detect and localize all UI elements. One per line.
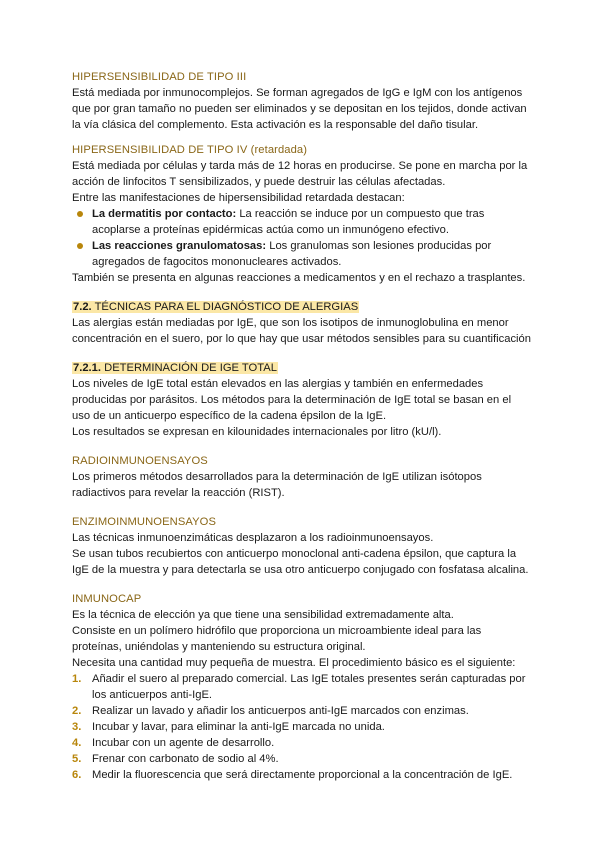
list-item-text: Incubar y lavar, para eliminar la anti-IgE marcada no unida. (92, 721, 385, 733)
paragraph: También se presenta en algunas reacciones a medicamentos y en el rechazo a trasplantes. (72, 272, 526, 284)
list-item (72, 238, 532, 270)
section-tipo-iii (72, 69, 532, 133)
section-heading (72, 299, 532, 315)
list-item (72, 206, 532, 238)
section-heading (72, 360, 532, 376)
section-heading: HIPERSENSIBILIDAD DE TIPO IV (retardada) (72, 144, 308, 156)
list-item-text: Los granulomas son lesiones producidas por agregados de fagocitos mononucleares activados. (92, 240, 492, 268)
section-ige-total (72, 360, 532, 440)
list-item-text: Frenar con carbonato de sodio al 4%. (92, 753, 279, 765)
section-heading: INMUNOCAP (72, 593, 142, 605)
heading-number: 7.2.1. (73, 362, 101, 374)
section-inmunocap (72, 591, 532, 783)
paragraph: Necesita una cantidad muy pequeña de muestra. El procedimiento básico es el siguiente: (72, 657, 516, 669)
list-item (72, 735, 532, 751)
document-page (72, 69, 532, 792)
list-item-term: Las reacciones granulomatosas: (92, 240, 267, 252)
section-heading: HIPERSENSIBILIDAD DE TIPO III (72, 71, 247, 83)
list-item-term: La dermatitis por contacto: (92, 208, 237, 220)
section-tipo-iv (72, 142, 532, 286)
paragraph: Es la técnica de elección ya que tiene una sensibilidad extremadamente alta. (72, 609, 454, 621)
list-item-number: 2. (72, 705, 82, 717)
paragraph: Los primeros métodos desarrollados para la determinación de IgE utilizan isótopos radiactivos para revelar la reacción (RIST). (72, 471, 482, 499)
paragraph: Consiste en un polímero hidrófilo que proporciona un microambiente ideal para las proteínas, uniéndolas y manteniendo su estructura original. (72, 625, 482, 653)
list-item-number: 6. (72, 769, 82, 781)
paragraph: Las alergias están mediadas por IgE, que son los isotipos de inmunoglobulina en menor concentración en el suero, por lo que hay que usar métodos sensibles para su cuantificación (72, 317, 531, 345)
section-heading: RADIOINMUNOENSAYOS (72, 455, 208, 467)
section-enzimoinmunoensayos (72, 514, 532, 578)
heading-text: TÉCNICAS PARA EL DIAGNÓSTICO DE ALERGIAS (91, 301, 359, 313)
paragraph: Está mediada por inmunocomplejos. Se forman agregados de IgG e IgM con los antígenos que por gran tamaño no pueden ser eliminados y se depositan en los tejidos, donde activan la vía clásica del complemento. Esta activación es la responsable del daño tisular. (72, 87, 527, 131)
list-item (72, 703, 532, 719)
paragraph: Los resultados se expresan en kilounidades internacionales por litro (kU/l). (72, 426, 442, 438)
heading-number: 7.2. (73, 301, 92, 313)
paragraph: Está mediada por células y tarda más de 12 horas en producirse. Se pone en marcha por la acción de linfocitos T sensibilizados, y puede destruir las células afectadas. (72, 160, 528, 188)
section-tecnicas (72, 299, 532, 347)
list-item-number: 1. (72, 673, 82, 685)
list-item (72, 671, 532, 703)
paragraph: Entre las manifestaciones de hipersensibilidad retardada destacan: (72, 192, 405, 204)
list-item (72, 719, 532, 735)
list-item-text: Medir la fluorescencia que será directamente proporcional a la concentración de IgE. (92, 769, 513, 781)
paragraph: Se usan tubos recubiertos con anticuerpo monoclonal anti-cadena épsilon, que captura la IgE de la muestra y para detectarla se usa otro anticuerpo conjugado con fosfatasa alcalina. (72, 548, 529, 576)
list-item-text: Realizar un lavado y añadir los anticuerpos anti-IgE marcados con enzimas. (92, 705, 469, 717)
list-item (72, 767, 532, 783)
paragraph: Los niveles de IgE total están elevados en las alergias y también en enfermedades producidas por parásitos. Los métodos para la determinación de IgE total se basan en el uso de un anticuerpo específico de la cadena épsilon de la IgE. (72, 378, 512, 422)
section-radioinmunoensayos (72, 453, 532, 501)
section-heading: ENZIMOINMUNOENSAYOS (72, 516, 217, 528)
list-item-text: Incubar con un agente de desarrollo. (92, 737, 275, 749)
heading-text: DETERMINACIÓN DE IGE TOTAL (101, 362, 277, 374)
list-item-number: 3. (72, 721, 82, 733)
list-item-number: 5. (72, 753, 82, 765)
list-item-number: 4. (72, 737, 82, 749)
list-item-text: La reacción se induce por un compuesto que tras acoplarse a proteínas epidérmicas actúa como un inmunógeno efectivo. (92, 208, 485, 236)
bullet-list (72, 206, 532, 270)
list-item-text: Añadir el suero al preparado comercial. Las IgE totales presentes serán capturadas por los anticuerpos anti-IgE. (92, 673, 526, 701)
paragraph: Las técnicas inmunoenzimáticas desplazaron a los radioinmunoensayos. (72, 532, 434, 544)
list-item (72, 751, 532, 767)
numbered-list (72, 671, 532, 783)
